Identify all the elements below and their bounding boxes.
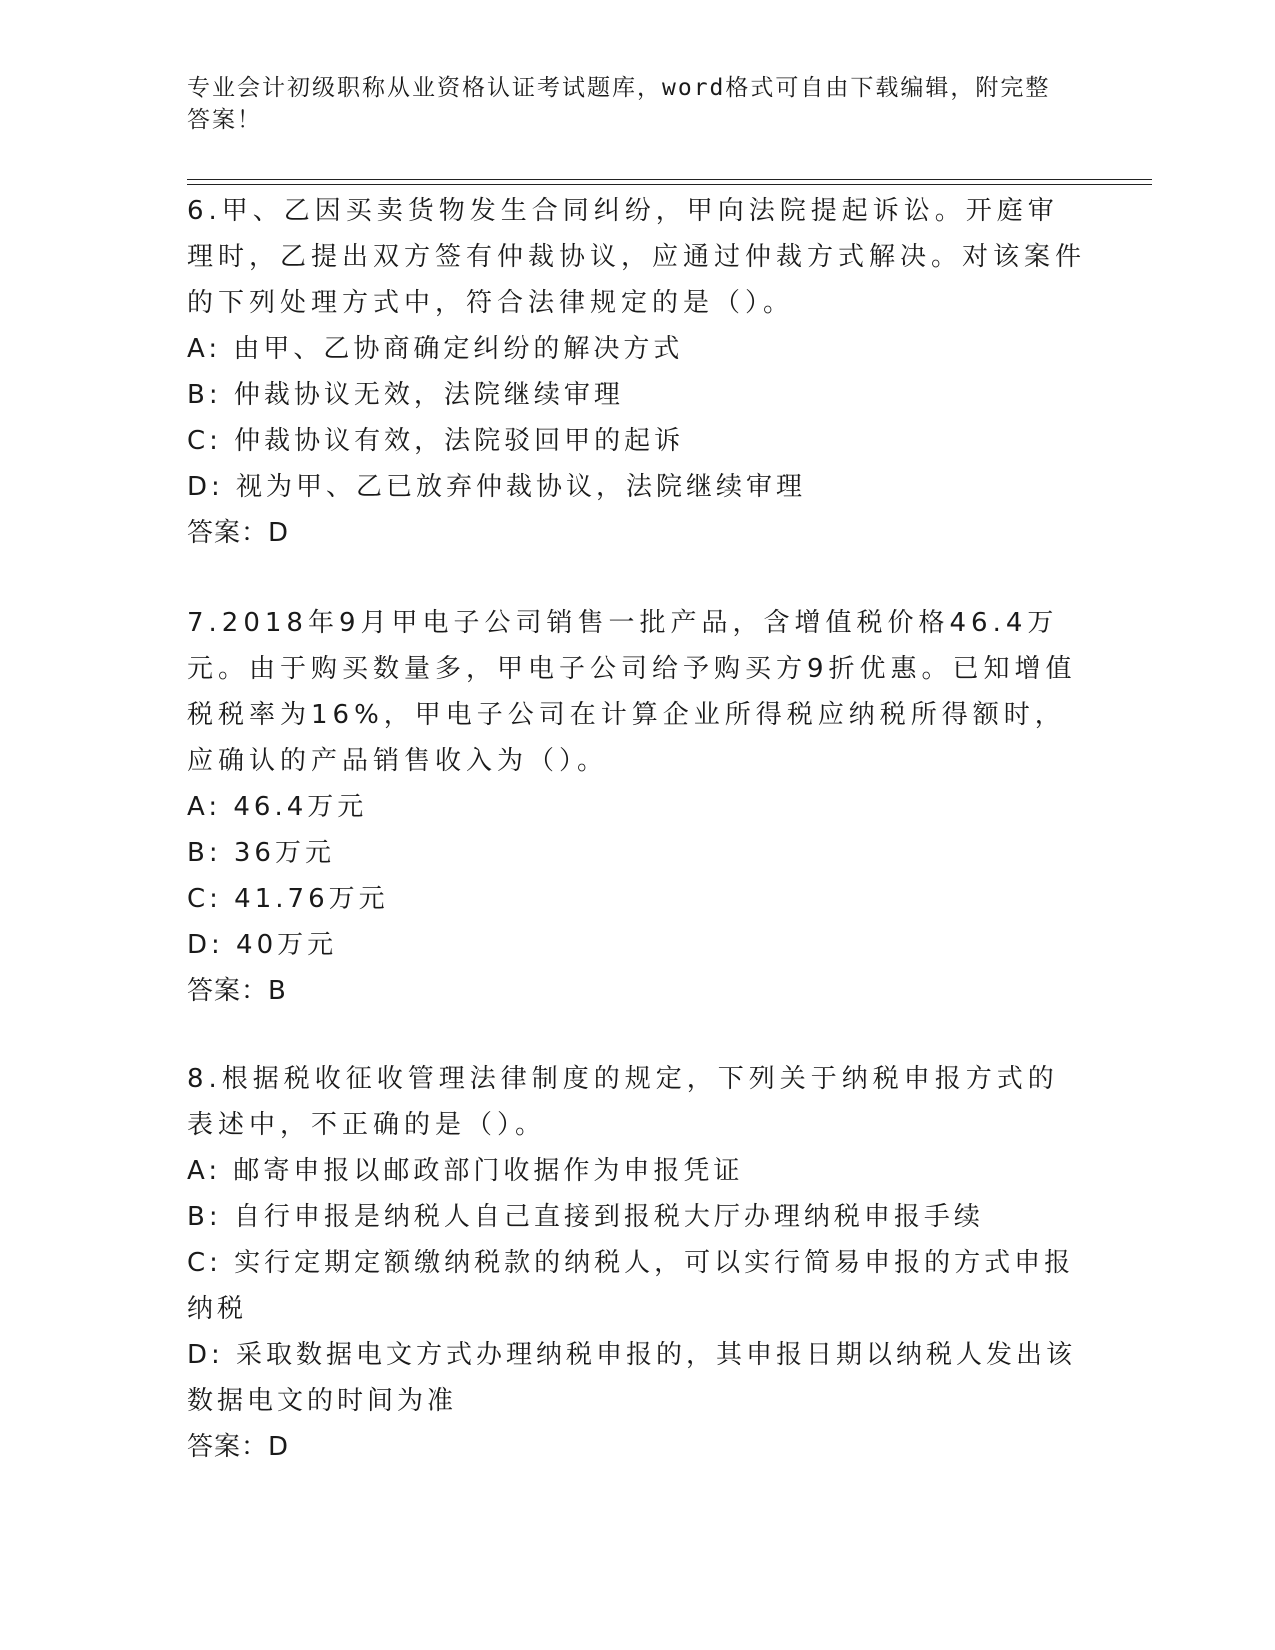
option-d: D: 40万元 — [187, 930, 338, 960]
option-c: C: 仲裁协议有效，法院驳回甲的起诉 — [187, 426, 685, 456]
answer-line: 答案：B — [187, 976, 287, 1006]
option-c: C: 41.76万元 — [187, 884, 389, 914]
option-a: A: 由甲、乙协商确定纠纷的解决方式 — [187, 334, 684, 364]
question-stem: 8.根据税收征收管理法律制度的规定，下列关于纳税申报方式的表述中，不正确的是（）。 — [187, 1064, 1059, 1140]
option-b: B: 36万元 — [187, 838, 335, 868]
option-d: D: 采取数据电文方式办理纳税申报的，其申报日期以纳税人发出该数据电文的时间为准 — [187, 1340, 1077, 1416]
option-c: C: 实行定期定额缴纳税款的纳税人，可以实行简易申报的方式申报纳税 — [187, 1248, 1075, 1324]
question-stem: 7.2018年9月甲电子公司销售一批产品，含增值税价格46.4万元。由于购买数量多，甲电子公司给予购买方9折优惠。已知增值税税率为16%，甲电子公司在计算企业所得税应纳税所得额时，应确认的产品销售收入为（）。 — [187, 608, 1077, 776]
option-b: B: 仲裁协议无效，法院继续审理 — [187, 380, 624, 410]
question-7 — [187, 600, 1087, 1014]
question-stem: 6.甲、乙因买卖货物发生合同纠纷，甲向法院提起诉讼。开庭审理时，乙提出双方签有仲裁协议，应通过仲裁方式解决。对该案件的下列处理方式中，符合法律规定的是（）。 — [187, 196, 1087, 318]
header-divider-top — [187, 179, 1152, 180]
option-b: B: 自行申报是纳税人自己直接到报税大厅办理纳税申报手续 — [187, 1202, 984, 1232]
question-6 — [187, 188, 1087, 556]
option-a: A: 46.4万元 — [187, 792, 368, 822]
option-d: D: 视为甲、乙已放弃仲裁协议，法院继续审理 — [187, 472, 807, 502]
header-divider-bottom — [187, 184, 1152, 185]
answer-line: 答案：D — [187, 518, 290, 548]
option-a: A: 邮寄申报以邮政部门收据作为申报凭证 — [187, 1156, 744, 1186]
question-8 — [187, 1056, 1087, 1470]
document-header: 专业会计初级职称从业资格认证考试题库，word格式可自由下载编辑，附完整答案！ — [187, 75, 1051, 133]
answer-line: 答案：D — [187, 1432, 290, 1462]
